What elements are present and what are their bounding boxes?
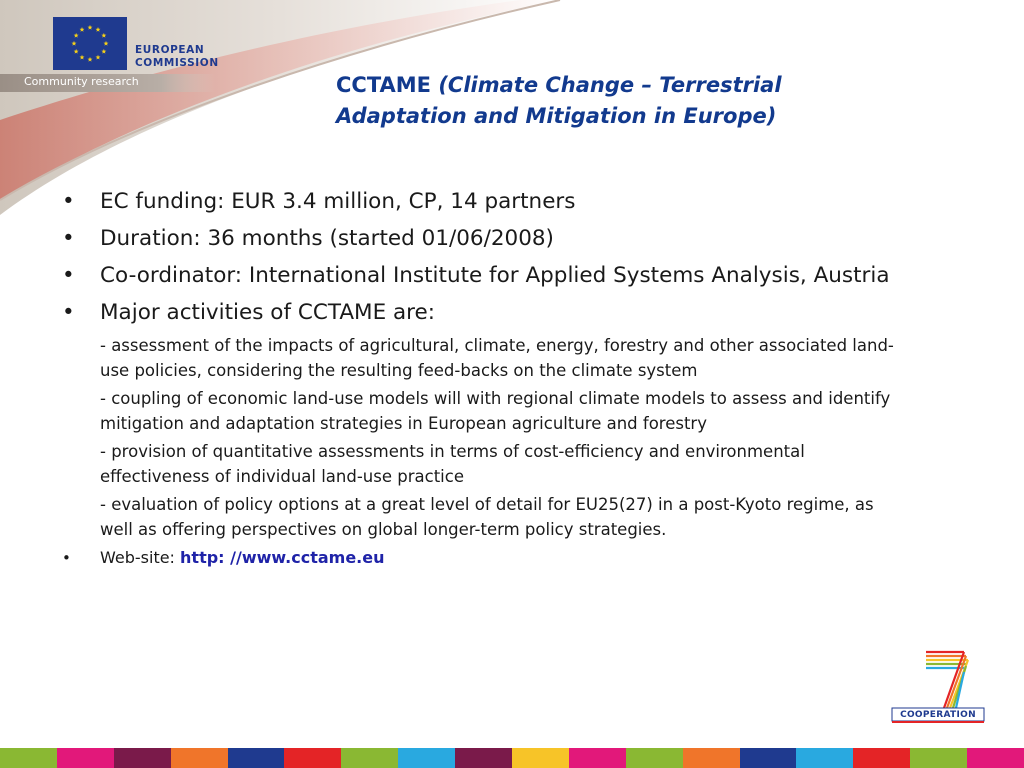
color-strip-segment bbox=[967, 748, 1024, 768]
color-strip-segment bbox=[284, 748, 341, 768]
bottom-color-strip bbox=[0, 748, 1024, 768]
activity-item: - assessment of the impacts of agricultural, climate, energy, forestry and other associated land-use policies, considering the resulting feed-backs on the climate system bbox=[100, 336, 894, 380]
eu-stars-icon bbox=[54, 18, 126, 69]
bullet-website bbox=[60, 546, 910, 570]
eu-commission-logo bbox=[53, 17, 219, 73]
website-link[interactable]: http: //www.cctame.eu bbox=[180, 548, 385, 567]
color-strip-segment bbox=[228, 748, 285, 768]
bullet-dot: • bbox=[62, 189, 75, 214]
bullet-dot: • bbox=[62, 263, 75, 288]
bullet-dot: • bbox=[62, 300, 75, 325]
eu-star-icon bbox=[96, 27, 101, 32]
color-strip-segment bbox=[341, 748, 398, 768]
eu-star-icon bbox=[96, 55, 101, 60]
eu-star-icon bbox=[88, 25, 93, 30]
bullet-funding bbox=[60, 186, 910, 217]
bullet-dot: • bbox=[62, 226, 75, 251]
bullet-duration bbox=[60, 223, 910, 254]
color-strip-segment bbox=[57, 748, 114, 768]
bullet-activities bbox=[60, 297, 910, 328]
eu-star-icon bbox=[88, 57, 93, 62]
color-strip-segment bbox=[114, 748, 171, 768]
eu-star-icon bbox=[101, 33, 106, 38]
bullet-text: Duration: 36 months (started 01/06/2008) bbox=[100, 226, 554, 251]
color-strip-segment bbox=[683, 748, 740, 768]
bullet-text: Major activities of CCTAME are: bbox=[100, 300, 436, 325]
bullet-text: Co-ordinator: International Institute for Applied Systems Analysis, Austria bbox=[100, 263, 890, 288]
title-full-line1: (Climate Change – Terrestrial bbox=[438, 73, 782, 97]
color-strip-segment bbox=[171, 748, 228, 768]
color-strip-segment bbox=[910, 748, 967, 768]
title-acronym: CCTAME bbox=[336, 73, 432, 97]
color-strip-segment bbox=[512, 748, 569, 768]
logo-line-commission: COMMISSION bbox=[135, 57, 219, 69]
community-research-label: Community research bbox=[24, 75, 139, 88]
color-strip-segment bbox=[398, 748, 455, 768]
color-strip-segment bbox=[569, 748, 626, 768]
activities-list bbox=[100, 334, 910, 542]
color-strip-segment bbox=[455, 748, 512, 768]
cooperation-label: COOPERATION bbox=[900, 710, 976, 720]
color-strip-segment bbox=[626, 748, 683, 768]
content-body bbox=[60, 186, 910, 570]
eu-star-icon bbox=[104, 41, 109, 46]
eu-star-icon bbox=[74, 49, 79, 54]
activity-item: - coupling of economic land-use models will with regional climate models to assess and identify mitigation and adaptation strategies in European agriculture and forestry bbox=[100, 389, 891, 433]
bullet-coordinator bbox=[60, 260, 910, 291]
bullet-dot: • bbox=[62, 549, 71, 567]
activity-item: - evaluation of policy options at a great level of detail for EU25(27) in a post-Kyoto regime, as well as offering perspectives on global longer-term policy strategies. bbox=[100, 495, 874, 539]
color-strip-segment bbox=[796, 748, 853, 768]
color-strip-segment bbox=[0, 748, 57, 768]
title-full-line2: Adaptation and Mitigation in Europe) bbox=[336, 104, 777, 128]
eu-star-icon bbox=[80, 27, 85, 32]
activity-item: - provision of quantitative assessments in terms of cost-efficiency and environmental effectiveness of individual land-use practice bbox=[100, 442, 805, 486]
eu-star-icon bbox=[101, 49, 106, 54]
eu-star-icon bbox=[72, 41, 77, 46]
bullet-text: EC funding: EUR 3.4 million, CP, 14 partners bbox=[100, 189, 576, 214]
logo-line-european: EUROPEAN bbox=[135, 44, 205, 56]
page-title bbox=[336, 70, 976, 132]
color-strip-segment bbox=[740, 748, 797, 768]
color-strip-segment bbox=[853, 748, 910, 768]
eu-star-icon bbox=[74, 33, 79, 38]
eu-flag-icon bbox=[53, 17, 127, 70]
eu-star-icon bbox=[80, 55, 85, 60]
website-label: Web-site: bbox=[100, 548, 181, 567]
